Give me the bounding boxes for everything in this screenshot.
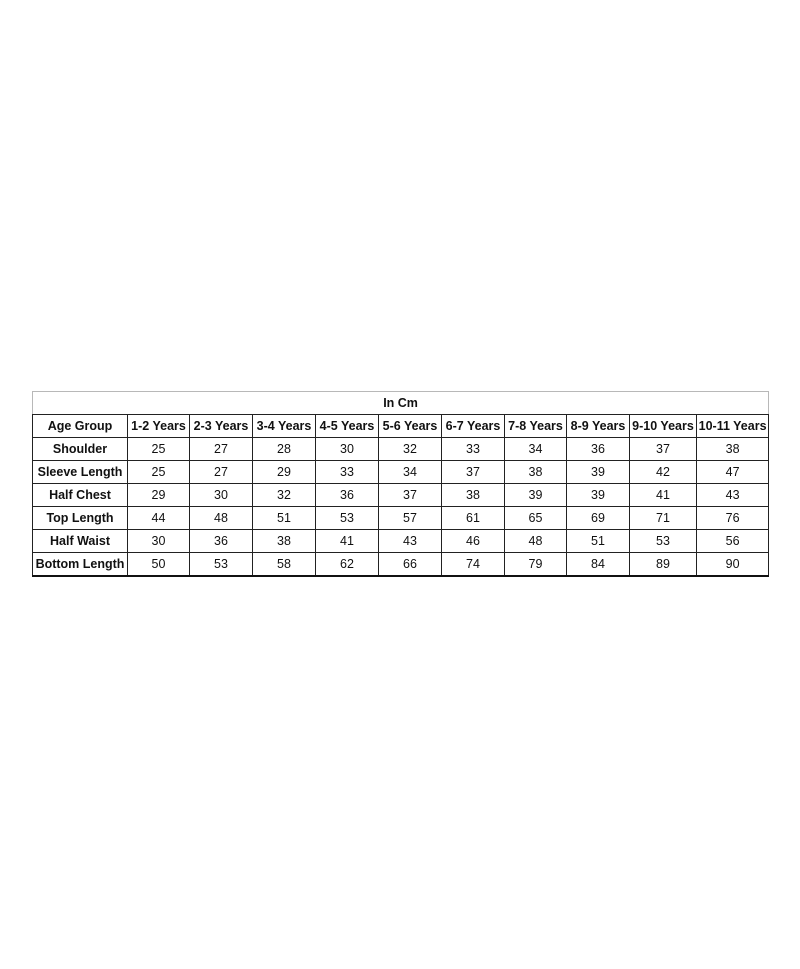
table-cell: 50 (128, 553, 190, 577)
table-cell: 37 (379, 484, 442, 507)
table-cell: 37 (630, 438, 697, 461)
table-cell: 32 (379, 438, 442, 461)
table-cell: 39 (505, 484, 567, 507)
table-cell: 48 (505, 530, 567, 553)
row-label: Half Waist (33, 530, 128, 553)
row-label: Bottom Length (33, 553, 128, 577)
table-cell: 28 (253, 438, 316, 461)
column-header: 5-6 Years (379, 415, 442, 438)
table-row (33, 530, 769, 553)
age-group-header: Age Group (33, 415, 128, 438)
column-header: 6-7 Years (442, 415, 505, 438)
table-cell: 36 (316, 484, 379, 507)
row-label: Sleeve Length (33, 461, 128, 484)
table-cell: 48 (190, 507, 253, 530)
table-header-row (33, 415, 769, 438)
table-title-row (33, 392, 769, 415)
row-label: Shoulder (33, 438, 128, 461)
column-header: 9-10 Years (630, 415, 697, 438)
table-cell: 30 (128, 530, 190, 553)
table-cell: 36 (567, 438, 630, 461)
table-cell: 29 (128, 484, 190, 507)
table-cell: 30 (190, 484, 253, 507)
table-cell: 38 (442, 484, 505, 507)
row-label: Top Length (33, 507, 128, 530)
table-cell: 84 (567, 553, 630, 577)
column-header: 1-2 Years (128, 415, 190, 438)
table-cell: 69 (567, 507, 630, 530)
table-cell: 66 (379, 553, 442, 577)
table-cell: 27 (190, 438, 253, 461)
table-cell: 30 (316, 438, 379, 461)
table-row (33, 507, 769, 530)
table-row (33, 438, 769, 461)
table-cell: 74 (442, 553, 505, 577)
table-cell: 46 (442, 530, 505, 553)
table-cell: 65 (505, 507, 567, 530)
table-cell: 62 (316, 553, 379, 577)
column-header: 2-3 Years (190, 415, 253, 438)
row-label: Half Chest (33, 484, 128, 507)
table-cell: 44 (128, 507, 190, 530)
table-cell: 38 (697, 438, 769, 461)
table-cell: 57 (379, 507, 442, 530)
table-cell: 53 (190, 553, 253, 577)
table-cell: 27 (190, 461, 253, 484)
table-cell: 38 (505, 461, 567, 484)
column-header: 4-5 Years (316, 415, 379, 438)
table-cell: 41 (316, 530, 379, 553)
table-cell: 39 (567, 461, 630, 484)
column-header: 10-11 Years (697, 415, 769, 438)
table-cell: 37 (442, 461, 505, 484)
size-chart-table (32, 391, 769, 577)
table-cell: 79 (505, 553, 567, 577)
table-row (33, 461, 769, 484)
table-cell: 47 (697, 461, 769, 484)
table-cell: 25 (128, 438, 190, 461)
table-title: In Cm (33, 392, 769, 415)
column-header: 8-9 Years (567, 415, 630, 438)
table-row (33, 553, 769, 577)
table-cell: 36 (190, 530, 253, 553)
table-cell: 39 (567, 484, 630, 507)
table-cell: 41 (630, 484, 697, 507)
table-cell: 53 (316, 507, 379, 530)
table-cell: 58 (253, 553, 316, 577)
table-cell: 51 (567, 530, 630, 553)
table-cell: 76 (697, 507, 769, 530)
table-cell: 32 (253, 484, 316, 507)
table-body (33, 438, 769, 577)
table-cell: 33 (442, 438, 505, 461)
table-cell: 51 (253, 507, 316, 530)
table-cell: 53 (630, 530, 697, 553)
table-cell: 42 (630, 461, 697, 484)
table-cell: 43 (697, 484, 769, 507)
table-cell: 56 (697, 530, 769, 553)
table-cell: 71 (630, 507, 697, 530)
table-cell: 90 (697, 553, 769, 577)
table-cell: 29 (253, 461, 316, 484)
table-cell: 43 (379, 530, 442, 553)
table-cell: 25 (128, 461, 190, 484)
table-cell: 33 (316, 461, 379, 484)
table-cell: 34 (505, 438, 567, 461)
table-cell: 61 (442, 507, 505, 530)
column-header: 3-4 Years (253, 415, 316, 438)
column-header: 7-8 Years (505, 415, 567, 438)
table-cell: 34 (379, 461, 442, 484)
table-cell: 38 (253, 530, 316, 553)
table-cell: 89 (630, 553, 697, 577)
table-row (33, 484, 769, 507)
